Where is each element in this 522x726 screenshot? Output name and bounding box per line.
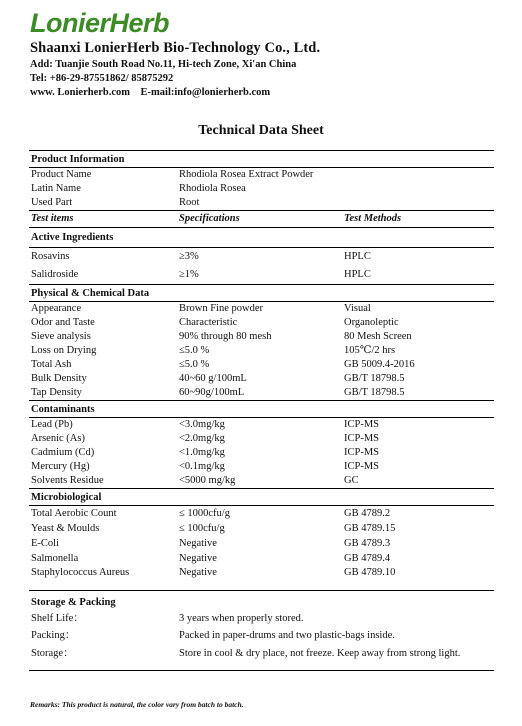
table-row: Yeast & Moulds ≤ 100cfu/g GB 4789.15 [31, 523, 396, 534]
table-row: Total Ash ≤5.0 % GB 5009.4-2016 [31, 359, 415, 370]
logo-text: LonierHerb [30, 8, 170, 38]
spec-table [29, 150, 494, 671]
table-row: Salmonella Negative GB 4789.4 [31, 553, 391, 564]
company-web-email: www. Lonierherb.com E-mail:info@lonierherb.com [30, 87, 271, 98]
table-row: Arsenic (As) <2.0mg/kg ICP-MS [31, 433, 380, 444]
company-address: Add: Tuanjie South Road No.11, Hi-tech Zone, Xi'an China [30, 59, 297, 70]
company-tel: Tel: +86-29-87551862/ 85875292 [30, 73, 174, 84]
table-row: Solvents Residue <5000 mg/kg GC [29, 474, 494, 489]
column-headers [29, 210, 494, 228]
col-test-items: Test items [31, 213, 74, 224]
table-row: Cadmium (Cd) <1.0mg/kg ICP-MS [31, 447, 380, 458]
table-row: Staphylococcus Aureus Negative GB 4789.10 [29, 566, 494, 591]
table-row: Odor and Taste Characteristic Organoleptic [31, 317, 399, 328]
table-row: Total Aerobic Count ≤ 1000cfu/g GB 4789.2 [31, 508, 391, 519]
remarks-note: Remarks: This product is natural, the color vary from batch to batch. [30, 700, 244, 709]
section-heading-contaminants: Contaminants [29, 401, 494, 418]
table-row: Latin Name Rhodiola Rosea [31, 183, 246, 194]
table-row: Lead (Pb) <3.0mg/kg ICP-MS [31, 419, 380, 430]
table-row: Product Name Rhodiola Rosea Extract Powder [29, 167, 494, 182]
table-row: Bulk Density 40~60 g/100mL GB/T 18798.5 [31, 373, 405, 384]
company-logo [30, 8, 169, 38]
section-heading-product-info: Product Information [31, 154, 125, 165]
company-name: Shaanxi LonierHerb Bio-Technology Co., Ltd. [30, 40, 321, 56]
col-test-methods: Test Methods [344, 213, 402, 224]
table-row: Salidroside ≥1% HPLC [29, 266, 494, 285]
table-row: Used Part Root [31, 197, 200, 208]
table-row: Rosavins ≥3% HPLC [31, 251, 371, 262]
table-row: Packing： Packed in paper-drums and two plastic-bags inside. [31, 630, 395, 641]
section-heading-physical: Physical & Chemical Data [29, 285, 494, 302]
table-row: Tap Density 60~90g/100mL GB/T 18798.5 [29, 386, 494, 401]
section-heading-active: Active Ingredients [29, 228, 494, 248]
table-row: Shelf Life： 3 years when properly stored. [31, 613, 304, 624]
table-row: Loss on Drying ≤5.0 % 105℃/2 hrs [31, 345, 396, 356]
table-row: Mercury (Hg) <0.1mg/kg ICP-MS [31, 461, 380, 472]
section-heading-storage: Storage & Packing [31, 597, 116, 608]
section-heading-micro: Microbiological [29, 489, 494, 506]
table-row: Storage： Store in cool & dry place, not freeze. Keep away from strong light. [29, 644, 494, 671]
table-row: Sieve analysis 90% through 80 mesh 80 Mesh Screen [31, 331, 412, 342]
table-row: E-Coli Negative GB 4789.3 [31, 538, 391, 549]
col-specifications: Specifications [179, 213, 240, 224]
document-title: Technical Data Sheet [198, 123, 324, 138]
table-row: Appearance Brown Fine powder Visual [31, 303, 371, 314]
